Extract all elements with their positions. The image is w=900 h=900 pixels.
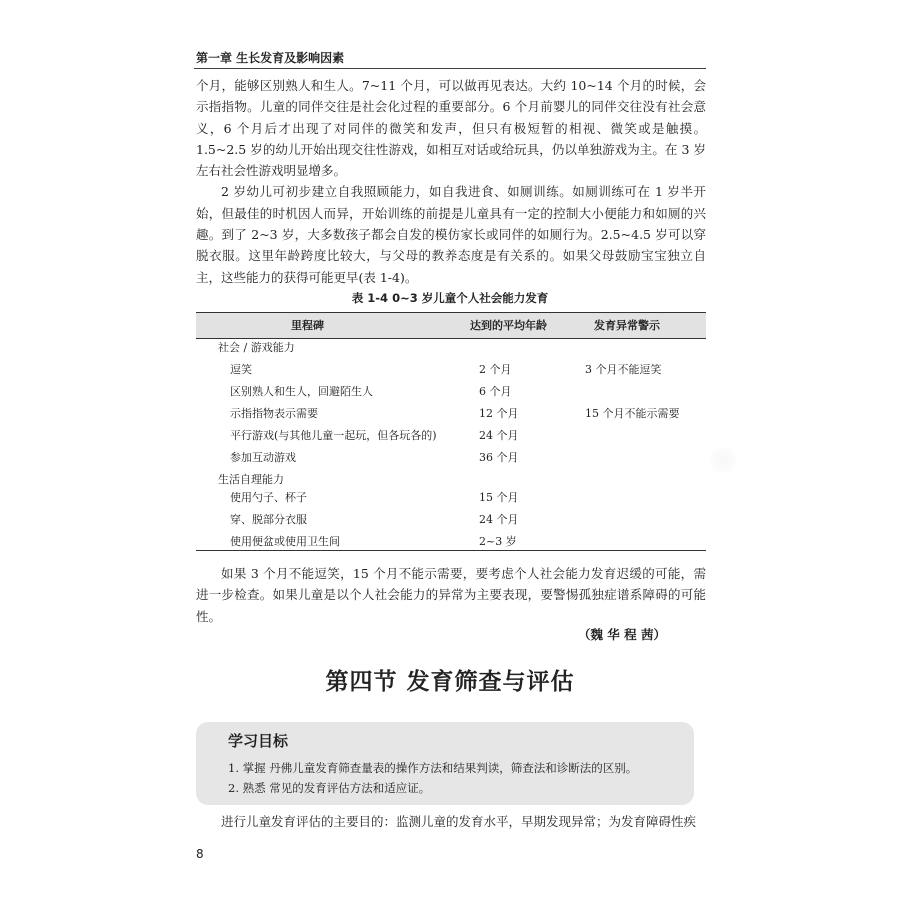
objective-item: 2. 熟悉 常见的发育评估方法和适应证。 [228,781,431,795]
table-cell-milestone: 参加互动游戏 [230,451,296,464]
table-cell-warning: 15 个月不能示需要 [585,407,680,420]
page-number: 8 [196,847,204,861]
paragraph-1: 个月，能够区别熟人和生人。7~11 个月，可以做再见表达。大约 10~14 个月的时候，会示指指物。儿童的同伴交往是社会化过程的重要部分。6 个月前婴儿的同伴交往没有社会意义，6 个月后才出现了对同伴的微笑和发声，但只有极短暂的相视、微笑或是触摸。1.5~2.5 岁的幼儿开始出现交往性游戏，如相互对话或给玩具，仍以单独游戏为主。在 3 岁左右社会性游戏明显增多。 [196,78,706,179]
table-cell-age: 2 个月 [479,363,512,376]
table-cell-age: 24 个月 [479,513,519,526]
author-signature: （魏 华 程 茜） [577,627,666,642]
paragraph-2: 2 岁幼儿可初步建立自我照顾能力，如自我进食、如厕训练。如厕训练可在 1 岁半开始，但最佳的时机因人而异，开始训练的前提是儿童具有一定的控制大小便能力和如厕的兴趣。到了 2~3 岁，大多数孩子都会自发的模仿家长或同伴的如厕行为。2.5~4.5 岁可以穿脱衣服。这里年龄跨度比较大，与父母的教养态度是有关系的。如果父母鼓励宝宝独立自主，这些能力的获得可能更早(表 1-4)。 [196,184,706,285]
body-text-top [196,75,706,288]
table-cell-age: 12 个月 [479,407,519,420]
table-cell-age: 6 个月 [479,385,512,398]
table-bottom-rule [196,550,706,551]
table-cell-milestone: 区别熟人和生人，回避陌生人 [230,385,373,398]
group-social-play: 社会 / 游戏能力 [218,341,295,354]
table-caption: 表 1-4 0~3 岁儿童个人社会能力发育 [351,291,549,305]
section-title: 第四节 发育筛查与评估 [325,669,575,695]
table-cell-age: 24 个月 [479,429,519,442]
milestone-table [196,312,706,552]
header-milestone: 里程碑 [291,319,324,332]
body-text-bottom [196,811,706,832]
table-cell-milestone: 示指指物表示需要 [230,407,318,420]
group-self-care: 生活自理能力 [218,473,284,486]
table-cell-milestone: 平行游戏(与其他儿童一起玩，但各玩各的) [230,429,437,442]
body-text-after-table [196,563,706,627]
table-cell-age: 15 个月 [479,491,519,504]
chapter-header: 第一章 生长发育及影响因素 [196,51,345,65]
table-cell-age: 2~3 岁 [479,535,517,548]
table-cell-age: 36 个月 [479,451,519,464]
objectives-title: 学习目标 [228,732,289,750]
objective-item: 1. 掌握 丹佛儿童发育筛查量表的操作方法和结果判读，筛查法和诊断法的区别。 [228,761,638,775]
scan-smudge [710,447,736,473]
paragraph-after-table: 如果 3 个月不能逗笑，15 个月不能示需要，要考虑个人社会能力发育迟缓的可能，需进一步检查。如果儿童是以个人社会能力的异常为主要表现，要警惕孤独症谱系障碍的可能性。 [196,566,706,624]
header-average-age: 达到的平均年龄 [470,319,547,332]
table-cell-milestone: 逗笑 [230,363,252,376]
table-cell-warning: 3 个月不能逗笑 [585,363,662,376]
table-cell-milestone: 使用便盆或使用卫生间 [230,535,340,548]
closing-paragraph: 进行儿童发育评估的主要目的：监测儿童的发育水平，早期发现异常；为发育障碍性疾 [221,814,697,829]
learning-objectives-box [196,722,694,805]
table-cell-milestone: 穿、脱部分衣服 [230,513,307,526]
table-cell-milestone: 使用勺子、杯子 [230,491,307,504]
header-warning: 发育异常警示 [594,319,660,332]
header-divider [194,68,706,69]
